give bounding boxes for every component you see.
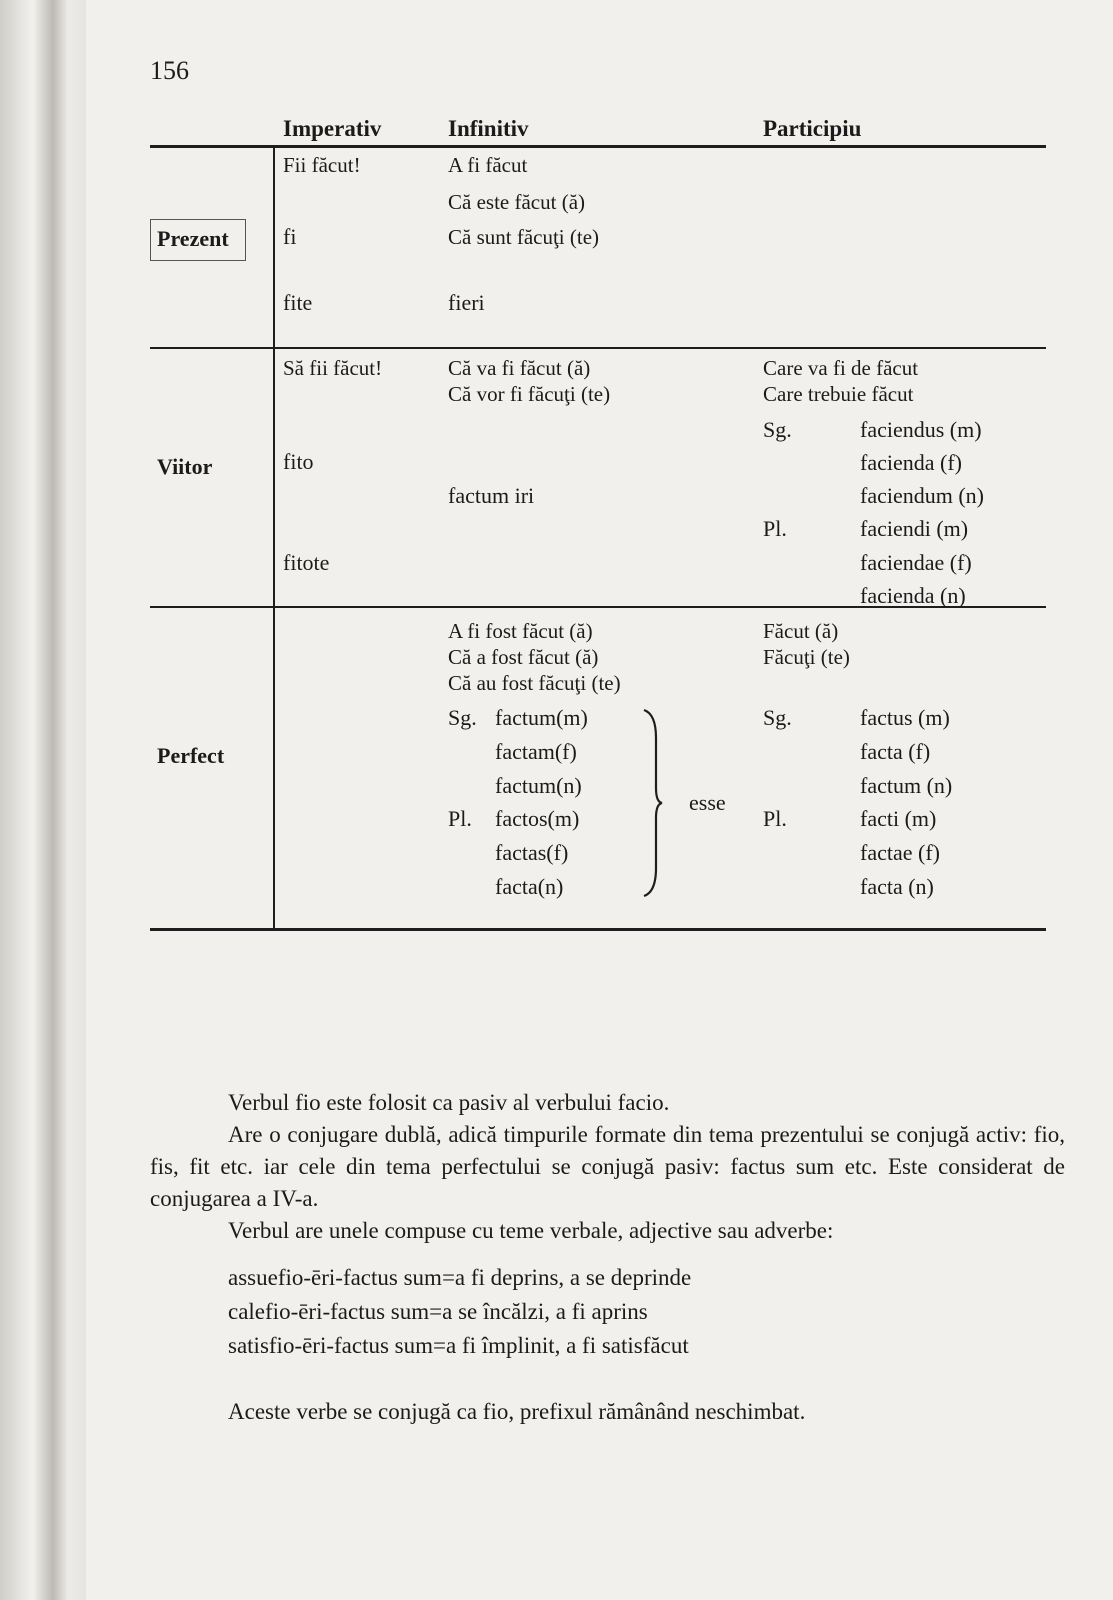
viitor-inf-ro-1: Că va fi făcut (ă): [448, 356, 591, 380]
prezent-imp-pl: fite: [283, 290, 313, 315]
table-top-rule: [150, 145, 1046, 148]
perfect-part-sg-n: factum (n): [860, 773, 953, 798]
viitor-imp-sg: fito: [283, 449, 314, 474]
perfect-part-ro-1: Făcut (ă): [763, 619, 839, 643]
viitor-part-sg-n: faciendum (n): [860, 483, 984, 508]
prezent-inf-ro-3: Că sunt făcuţi (te): [448, 225, 600, 249]
perfect-inf-ro-3: Că au fost făcuţi (te): [448, 671, 621, 695]
prezent-inf-ro-1: A fi făcut: [448, 153, 528, 177]
viitor-inf: factum iri: [448, 483, 535, 508]
row-label-viitor: Viitor: [157, 454, 213, 479]
viitor-part-sg-f: facienda (f): [860, 450, 962, 475]
perfect-inf-pl-m: factos(m): [495, 806, 580, 831]
viitor-pl-label: Pl.: [763, 516, 787, 541]
viitor-inf-ro-2: Că vor fi făcuţi (te): [448, 382, 611, 406]
perfect-inf-pl-n: facta(n): [495, 874, 564, 899]
table-rule-viitor: [150, 347, 1046, 349]
perfect-part-sg-f: facta (f): [860, 739, 931, 764]
perfect-part-sg-label: Sg.: [763, 705, 792, 730]
viitor-imp-ro: Să fii făcut!: [283, 356, 383, 380]
perfect-esse: esse: [689, 790, 726, 815]
paragraph-1: Verbul fio este folosit ca pasiv al verbului facio.: [228, 1090, 670, 1115]
prezent-imp-sg: fi: [283, 224, 297, 249]
table-column-divider: [273, 146, 275, 930]
compound-1: assuefio-ēri-factus sum=a fi deprins, a se deprinde: [228, 1265, 692, 1290]
viitor-part-ro-1: Care va fi de făcut: [763, 356, 919, 380]
page-number: 156: [150, 56, 189, 85]
prezent-inf: fieri: [448, 290, 485, 315]
viitor-part-pl-f: faciendae (f): [860, 550, 972, 575]
header-participiu: Participiu: [763, 116, 862, 141]
paragraph-2: Are o conjugare dublă, adică timpurile formate din tema prezentului se conjugă activ: fio, fis, fit etc. iar cele din tema perfectului se conjugă pasiv: factus sum etc. Este considerat de conjugarea a IV-a.: [150, 1122, 1065, 1211]
row-label-perfect: Perfect: [157, 743, 225, 768]
perfect-part-sg-m: factus (m): [860, 705, 950, 730]
perfect-inf-pl-f: factas(f): [495, 840, 569, 865]
perfect-part-pl-label: Pl.: [763, 806, 787, 831]
prezent-inf-ro-2: Că este făcut (ă): [448, 190, 586, 214]
perfect-part-pl-n: facta (n): [860, 874, 934, 899]
viitor-part-ro-2: Care trebuie făcut: [763, 382, 914, 406]
perfect-inf-ro-1: A fi fost făcut (ă): [448, 619, 593, 643]
perfect-part-pl-f: factae (f): [860, 840, 940, 865]
compound-2: calefio-ēri-factus sum=a se încălzi, a fi aprins: [228, 1299, 648, 1324]
perfect-inf-sg-n: factum(n): [495, 773, 582, 798]
viitor-part-sg-m: faciendus (m): [860, 417, 982, 442]
header-imperativ: Imperativ: [283, 116, 382, 141]
perfect-part-pl-m: facti (m): [860, 806, 937, 831]
paragraph-4: Aceste verbe se conjugă ca fio, prefixul rămânând neschimbat.: [228, 1399, 806, 1424]
compound-3: satisfio-ēri-factus sum=a fi împlinit, a fi satisfăcut: [228, 1333, 689, 1358]
header-infinitiv: Infinitiv: [448, 116, 529, 141]
perfect-pl-label: Pl.: [448, 806, 472, 831]
viitor-sg-label: Sg.: [763, 417, 792, 442]
curly-brace-icon: [640, 708, 664, 898]
perfect-part-ro-2: Făcuţi (te): [763, 645, 850, 669]
viitor-part-pl-m: faciendi (m): [860, 516, 969, 541]
prezent-imp-ro: Fii făcut!: [283, 153, 361, 177]
viitor-imp-pl: fitote: [283, 550, 330, 575]
viitor-part-pl-n: facienda (n): [860, 583, 966, 608]
row-label-prezent: Prezent: [157, 226, 229, 251]
perfect-inf-ro-2: Că a fost făcut (ă): [448, 645, 599, 669]
perfect-inf-sg-f: factam(f): [495, 739, 577, 764]
table-bottom-rule: [150, 928, 1046, 931]
perfect-inf-sg-m: factum(m): [495, 705, 588, 730]
perfect-sg-label: Sg.: [448, 705, 477, 730]
paragraph-3: Verbul are unele compuse cu teme verbale, adjective sau adverbe:: [228, 1218, 834, 1243]
